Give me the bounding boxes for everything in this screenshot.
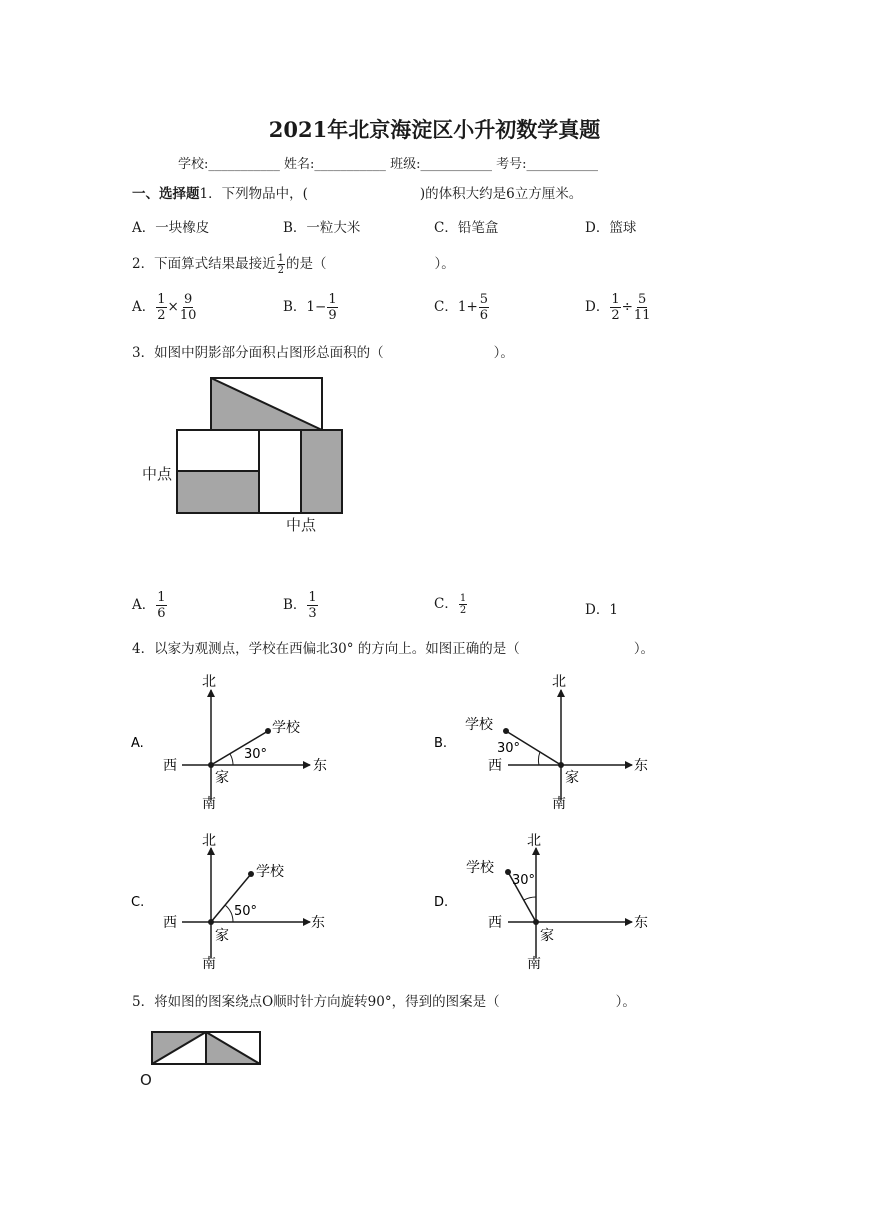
svg-text:北: 北	[552, 674, 566, 690]
svg-text:学校: 学校	[466, 860, 494, 876]
q4-stem-close: ）。	[633, 641, 655, 657]
svg-text:学校: 学校	[256, 864, 284, 880]
name-label: 姓名:	[284, 157, 315, 172]
svg-text:30°: 30°	[497, 741, 521, 756]
q5-point-o-label: O	[140, 1071, 152, 1089]
q1-option-d[interactable]: D．篮球	[585, 220, 637, 236]
svg-text:A.: A.	[131, 736, 144, 751]
q2-stem-close: ）。	[434, 256, 455, 272]
q2-option-c[interactable]: C．1+ $\frac{5}{6}$	[434, 292, 489, 323]
svg-text:C.: C.	[131, 895, 145, 910]
svg-text:50°: 50°	[234, 904, 258, 919]
q3-midpoint-label-bottom: 中点	[286, 516, 317, 534]
q5-stem-start: 5．将如图的图案绕点O顺时针方向旋转90°，得到的图案是（	[132, 994, 500, 1010]
svg-text:北: 北	[202, 833, 216, 849]
q4-stem-start: 4．以家为观测点，学校在西偏北30° 的方向上。如图正确的是（	[132, 641, 520, 657]
south-label: 南	[202, 796, 216, 812]
section-heading: 一、选择题	[132, 186, 200, 202]
school-blank: ___________	[208, 157, 280, 172]
svg-text:B.: B.	[434, 736, 448, 751]
q1-option-b[interactable]: B．一粒大米	[283, 220, 361, 236]
svg-text:北: 北	[527, 833, 541, 849]
east-label: 东	[313, 758, 327, 774]
svg-text:南: 南	[202, 956, 216, 972]
q3-stem-start: 3．如图中阴影部分面积占图形总面积的（	[132, 345, 384, 361]
q3-stem-close: ）。	[493, 345, 514, 361]
school-label: 学校:	[178, 157, 209, 172]
q2-stem-start: 2．下面算式结果最接近	[132, 256, 276, 272]
svg-text:D.: D.	[434, 895, 449, 910]
q3-midpoint-label-left: 中点	[142, 465, 173, 483]
q2-stem-fraction: $\frac{1}{2}$	[277, 253, 284, 276]
question-5	[132, 990, 636, 1010]
exam-no-blank: ___________	[526, 157, 598, 172]
q5-stem-close: ）。	[615, 994, 636, 1010]
q1-option-a[interactable]: A．一块橡皮	[132, 220, 210, 236]
q4-diagram-a[interactable]	[131, 674, 327, 812]
svg-text:东: 东	[634, 915, 648, 931]
q1-stem-end: )的体积大约是6立方厘米。	[419, 186, 583, 202]
class-blank: ___________	[420, 157, 492, 172]
svg-text:家: 家	[565, 770, 579, 786]
svg-text:西: 西	[488, 915, 502, 931]
svg-text:东: 东	[634, 758, 648, 774]
q2-option-d[interactable]: D． $\frac{1}{2}$ ÷ $\frac{5}{11}$	[585, 292, 651, 323]
q4-diagram-d[interactable]	[434, 833, 648, 972]
q4-diagram-b[interactable]	[434, 674, 648, 812]
q2-stem-end: 的是（	[285, 256, 327, 272]
q4-diagram-c[interactable]	[131, 833, 325, 972]
svg-text:家: 家	[540, 928, 554, 944]
q1-stem-start: 1．下列物品中，(	[199, 186, 308, 202]
north-label: 北	[202, 674, 216, 690]
page-title: 2021年北京海淀区小升初数学真题	[268, 117, 601, 142]
svg-text:东: 东	[311, 915, 325, 931]
name-blank: ___________	[314, 157, 386, 172]
q3-option-a[interactable]: A． $\frac{1}{6}$	[132, 590, 166, 621]
svg-text:西: 西	[488, 758, 502, 774]
svg-text:南: 南	[527, 956, 541, 972]
svg-text:西: 西	[163, 915, 177, 931]
q3-option-c[interactable]: C． $\frac{1}{2}$	[434, 593, 467, 616]
svg-text:学校: 学校	[465, 717, 493, 733]
q2-option-b[interactable]: B．1− $\frac{1}{9}$	[283, 292, 337, 323]
svg-text:家: 家	[215, 928, 229, 944]
svg-text:南: 南	[552, 796, 566, 812]
q2-option-a[interactable]: A． $\frac{1}{2}$ × $\frac{9}{10}$	[132, 292, 197, 323]
angle-label: 30°	[244, 747, 268, 762]
q1-option-c[interactable]: C．铅笔盒	[434, 220, 499, 236]
q3-option-d[interactable]: D．1	[585, 602, 618, 618]
q3-option-b[interactable]: B． $\frac{1}{3}$	[283, 590, 317, 621]
q5-figure	[136, 1024, 276, 1092]
home-label: 家	[215, 770, 229, 786]
class-label: 班级:	[390, 157, 421, 172]
school-label: 学校	[272, 720, 300, 736]
svg-text:30°: 30°	[512, 873, 536, 888]
exam-no-label: 考号:	[496, 157, 527, 172]
west-label: 西	[163, 758, 177, 774]
